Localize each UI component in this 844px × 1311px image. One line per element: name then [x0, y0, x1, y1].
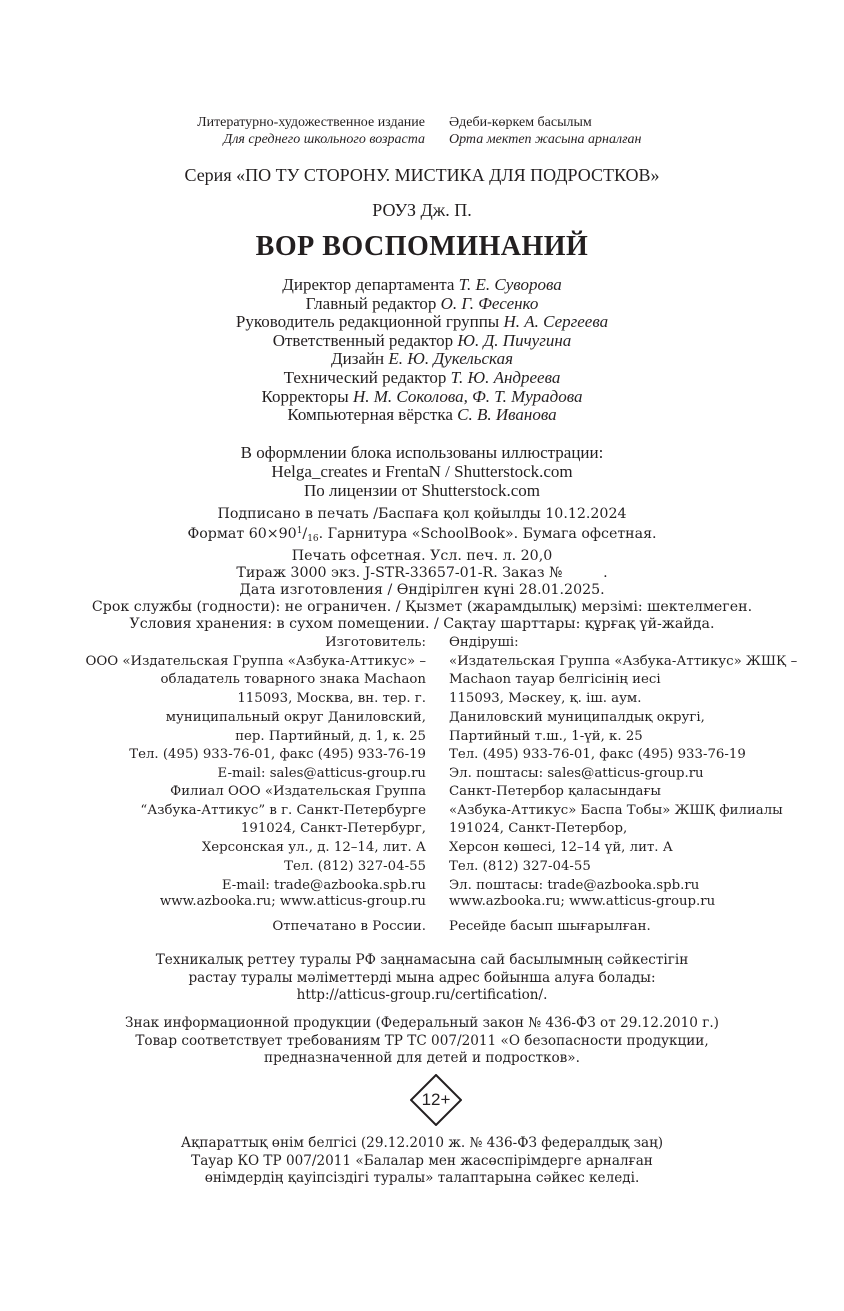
credit-role: Корректоры [261, 386, 349, 406]
credit-name: Н. А. Сергеева [503, 312, 609, 332]
credit-line [0, 313, 844, 332]
age-group-kz: Орта мектеп жасына арналған [449, 132, 642, 147]
branch-ru [140, 783, 426, 895]
branch-ru-line: E-mail: trade@azbooka.spb.ru [221, 877, 426, 893]
credit-name: С. В. Иванова [457, 405, 557, 425]
info-kz-line: Тауар КО ТР 007/2011 «Балалар мен жасөспірімдерге арналған [191, 1152, 653, 1169]
credit-name: Ю. Д. Пичугина [457, 330, 572, 350]
credit-name: Т. Е. Суворова [458, 275, 562, 294]
imprint-run: Тираж 3000 экз. J-STR-33657-01-R. Заказ № . [236, 565, 608, 581]
manufacturer-kz-line: Тел. (495) 933-76-01, факс (495) 933-76-19 [449, 747, 746, 763]
branch-kz-line: 191024, Санкт-Петербор, [449, 821, 628, 837]
age-rating-badge [410, 1074, 462, 1126]
cert-line: растау туралы мәліметтерді мына адрес бойынша алуға болады: [188, 969, 656, 986]
imprint-format: Формат $60\times 90^1/_{16}$. Гарнитура «SchoolBook». Бумага офсетная. [187, 526, 657, 544]
cert-line: Техникалық реттеу туралы РФ заңнамасына сай басылымның сәйкестігін [155, 952, 689, 968]
credit-line [0, 406, 844, 425]
manufacturer-ru-line: обладатель товарного знака Machaon [160, 672, 426, 688]
branch-ru-line: “Азбука-Аттикус” в г. Санкт-Петербурге [140, 802, 426, 818]
imprint-signed: Подписано в печать /Баспаға қол қойылды 10.12.2024 [217, 506, 627, 522]
cert-line: http://atticus-group.ru/certification/. [296, 987, 548, 1004]
branch-ru-line: Филиал ООО «Издательская Группа [170, 784, 426, 799]
credit-line [0, 332, 844, 351]
credit-line [0, 388, 844, 407]
credit-role: Дизайн [331, 349, 385, 369]
manufacturer-kz-line: Өндіруші: [449, 635, 519, 650]
imprint-shelf-life: Срок службы (годности): не ограничен. / Қызмет (жарамдылық) мерзімі: шектелмеген. [91, 599, 753, 615]
imprint-storage: Условия хранения: в сухом помещении. / Сақтау шарттары: құрғақ үй-жайда. [129, 616, 715, 632]
credit-role: Руководитель редакционной группы [235, 312, 500, 332]
branch-ru-line: Тел. (812) 327-04-55 [284, 858, 426, 874]
illustrations-note [0, 443, 844, 500]
manufacturer-ru-line: E-mail: sales@atticus-group.ru [217, 765, 426, 781]
info-product-kz [0, 1135, 844, 1188]
credit-role: Главный редактор [305, 293, 437, 313]
info-product-ru [0, 1015, 844, 1068]
imprint-print: Печать офсетная. Усл. печ. л. 20,0 [291, 548, 553, 564]
book-title: ВОР ВОСПОМИНАНИЙ [255, 231, 589, 262]
manufacturer-kz-line: «Издательская Группа «Азбука-Аттикус» ЖШҚ – [449, 653, 798, 669]
imprint-date: Дата изготовления / Өндірілген күні 28.01.2025. [239, 582, 605, 598]
websites-ru: www.azbooka.ru; www.atticus-group.ru [159, 894, 426, 909]
manufacturer-ru-line: 115093, Москва, вн. тер. г. [237, 691, 426, 707]
info-ru-line: Знак информационной продукции (Федеральный закон № 436-ФЗ от 29.12.2010 г.) [125, 1015, 719, 1031]
author: РОУЗ Дж. П. [372, 200, 472, 220]
credit-name: Т. Ю. Андреева [450, 367, 561, 387]
manufacturer-kz-line: 115093, Мәскеу, қ. іш. аум. [449, 691, 642, 707]
manufacturer-kz [449, 634, 797, 784]
manufacturer-ru [85, 634, 426, 784]
branch-kz [449, 783, 783, 895]
illustrations-line: В оформлении блока использованы иллюстрации: [240, 443, 604, 462]
manufacturer-ru-line: Тел. (495) 933-76-01, факс (495) 933-76-19 [129, 747, 426, 763]
branch-ru-line: 191024, Санкт-Петербург, [240, 821, 426, 837]
credit-name: Е. Ю. Дукельская [388, 349, 513, 369]
certification-note [0, 952, 844, 1005]
manufacturer-kz-line: Эл. поштасы: sales@atticus-group.ru [449, 765, 704, 781]
manufacturer-kz-line: Machaon тауар белгісінің иесі [449, 672, 661, 688]
credit-role: Ответственный редактор [272, 330, 454, 350]
imprint-block [0, 506, 844, 633]
branch-kz-line: Санкт-Петербор қаласындағы [449, 784, 661, 799]
branch-kz-line: Эл. поштасы: trade@azbooka.spb.ru [449, 877, 700, 893]
websites-kz: www.azbooka.ru; www.atticus-group.ru [449, 894, 716, 909]
manufacturer-ru-line: пер. Партийный, д. 1, к. 25 [235, 728, 426, 744]
series-title: Серия «ПО ТУ СТОРОНУ. МИСТИКА ДЛЯ ПОДРОСТКОВ» [184, 165, 660, 185]
credit-line [0, 276, 844, 295]
credit-role: Компьютерная вёрстка [287, 405, 453, 425]
illustrations-line: Helga_creates и FrentaN / Shutterstock.com [271, 462, 573, 481]
credit-line [0, 295, 844, 314]
credit-line [0, 350, 844, 369]
credit-line [0, 369, 844, 388]
credits-list [0, 276, 844, 425]
format-denominator: 16 [307, 534, 319, 544]
branch-kz-line: Херсон көшесі, 12–14 үй, лит. А [449, 840, 673, 856]
credit-role: Директор департамента [282, 275, 455, 294]
printed-kz: Ресейде басып шығарылған. [449, 919, 651, 934]
manufacturer-kz-line: Даниловский муниципалдық округі, [449, 709, 705, 725]
imprint-format-b: . Гарнитура «SchoolBook». Бумага офсетная. [318, 526, 657, 542]
manufacturer-ru-line: ООО «Издательская Группа «Азбука-Аттикус» – [85, 653, 426, 669]
info-ru-line: Товар соответствует требованиям ТР ТС 007/2011 «О безопасности продукции, [135, 1032, 709, 1049]
manufacturer-kz-line: Партийный т.ш., 1-үй, к. 25 [449, 728, 643, 744]
credit-role: Технический редактор [283, 367, 447, 387]
credit-name: Н. М. Соколова, Ф. Т. Мурадова [352, 386, 583, 406]
info-ru-line: предназначенной для детей и подростков». [264, 1050, 580, 1067]
age-rating-label: 12+ [421, 1090, 451, 1109]
edition-type-ru: Литературно-художественное издание [197, 115, 425, 130]
branch-kz-line: «Азбука-Аттикус» Баспа Тобы» ЖШҚ филиалы [449, 802, 783, 818]
edition-type-kz: Әдеби-көркем басылым [449, 115, 592, 130]
manufacturer-ru-line: муниципальный округ Даниловский, [165, 709, 426, 725]
branch-kz-line: Тел. (812) 327-04-55 [449, 858, 591, 874]
manufacturer-ru-line: Изготовитель: [325, 635, 426, 650]
info-kz-line: өнімдердің қауіпсіздігі туралы» талаптарына сәйкес келеді. [204, 1170, 640, 1187]
info-kz-line: Ақпараттық өнім белгісі (29.12.2010 ж. № 436-ФЗ федералдық заң) [180, 1135, 664, 1151]
branch-ru-line: Херсонская ул., д. 12–14, лит. А [201, 840, 426, 856]
credit-name: О. Г. Фесенко [440, 293, 539, 313]
illustrations-line: По лицензии от Shutterstock.com [304, 481, 540, 500]
printed-ru: Отпечатано в России. [272, 919, 426, 934]
age-group-ru: Для среднего школьного возраста [223, 132, 425, 147]
format-numerator: 1 [296, 526, 303, 536]
imprint-format-a: Формат 60×90 [187, 526, 297, 542]
